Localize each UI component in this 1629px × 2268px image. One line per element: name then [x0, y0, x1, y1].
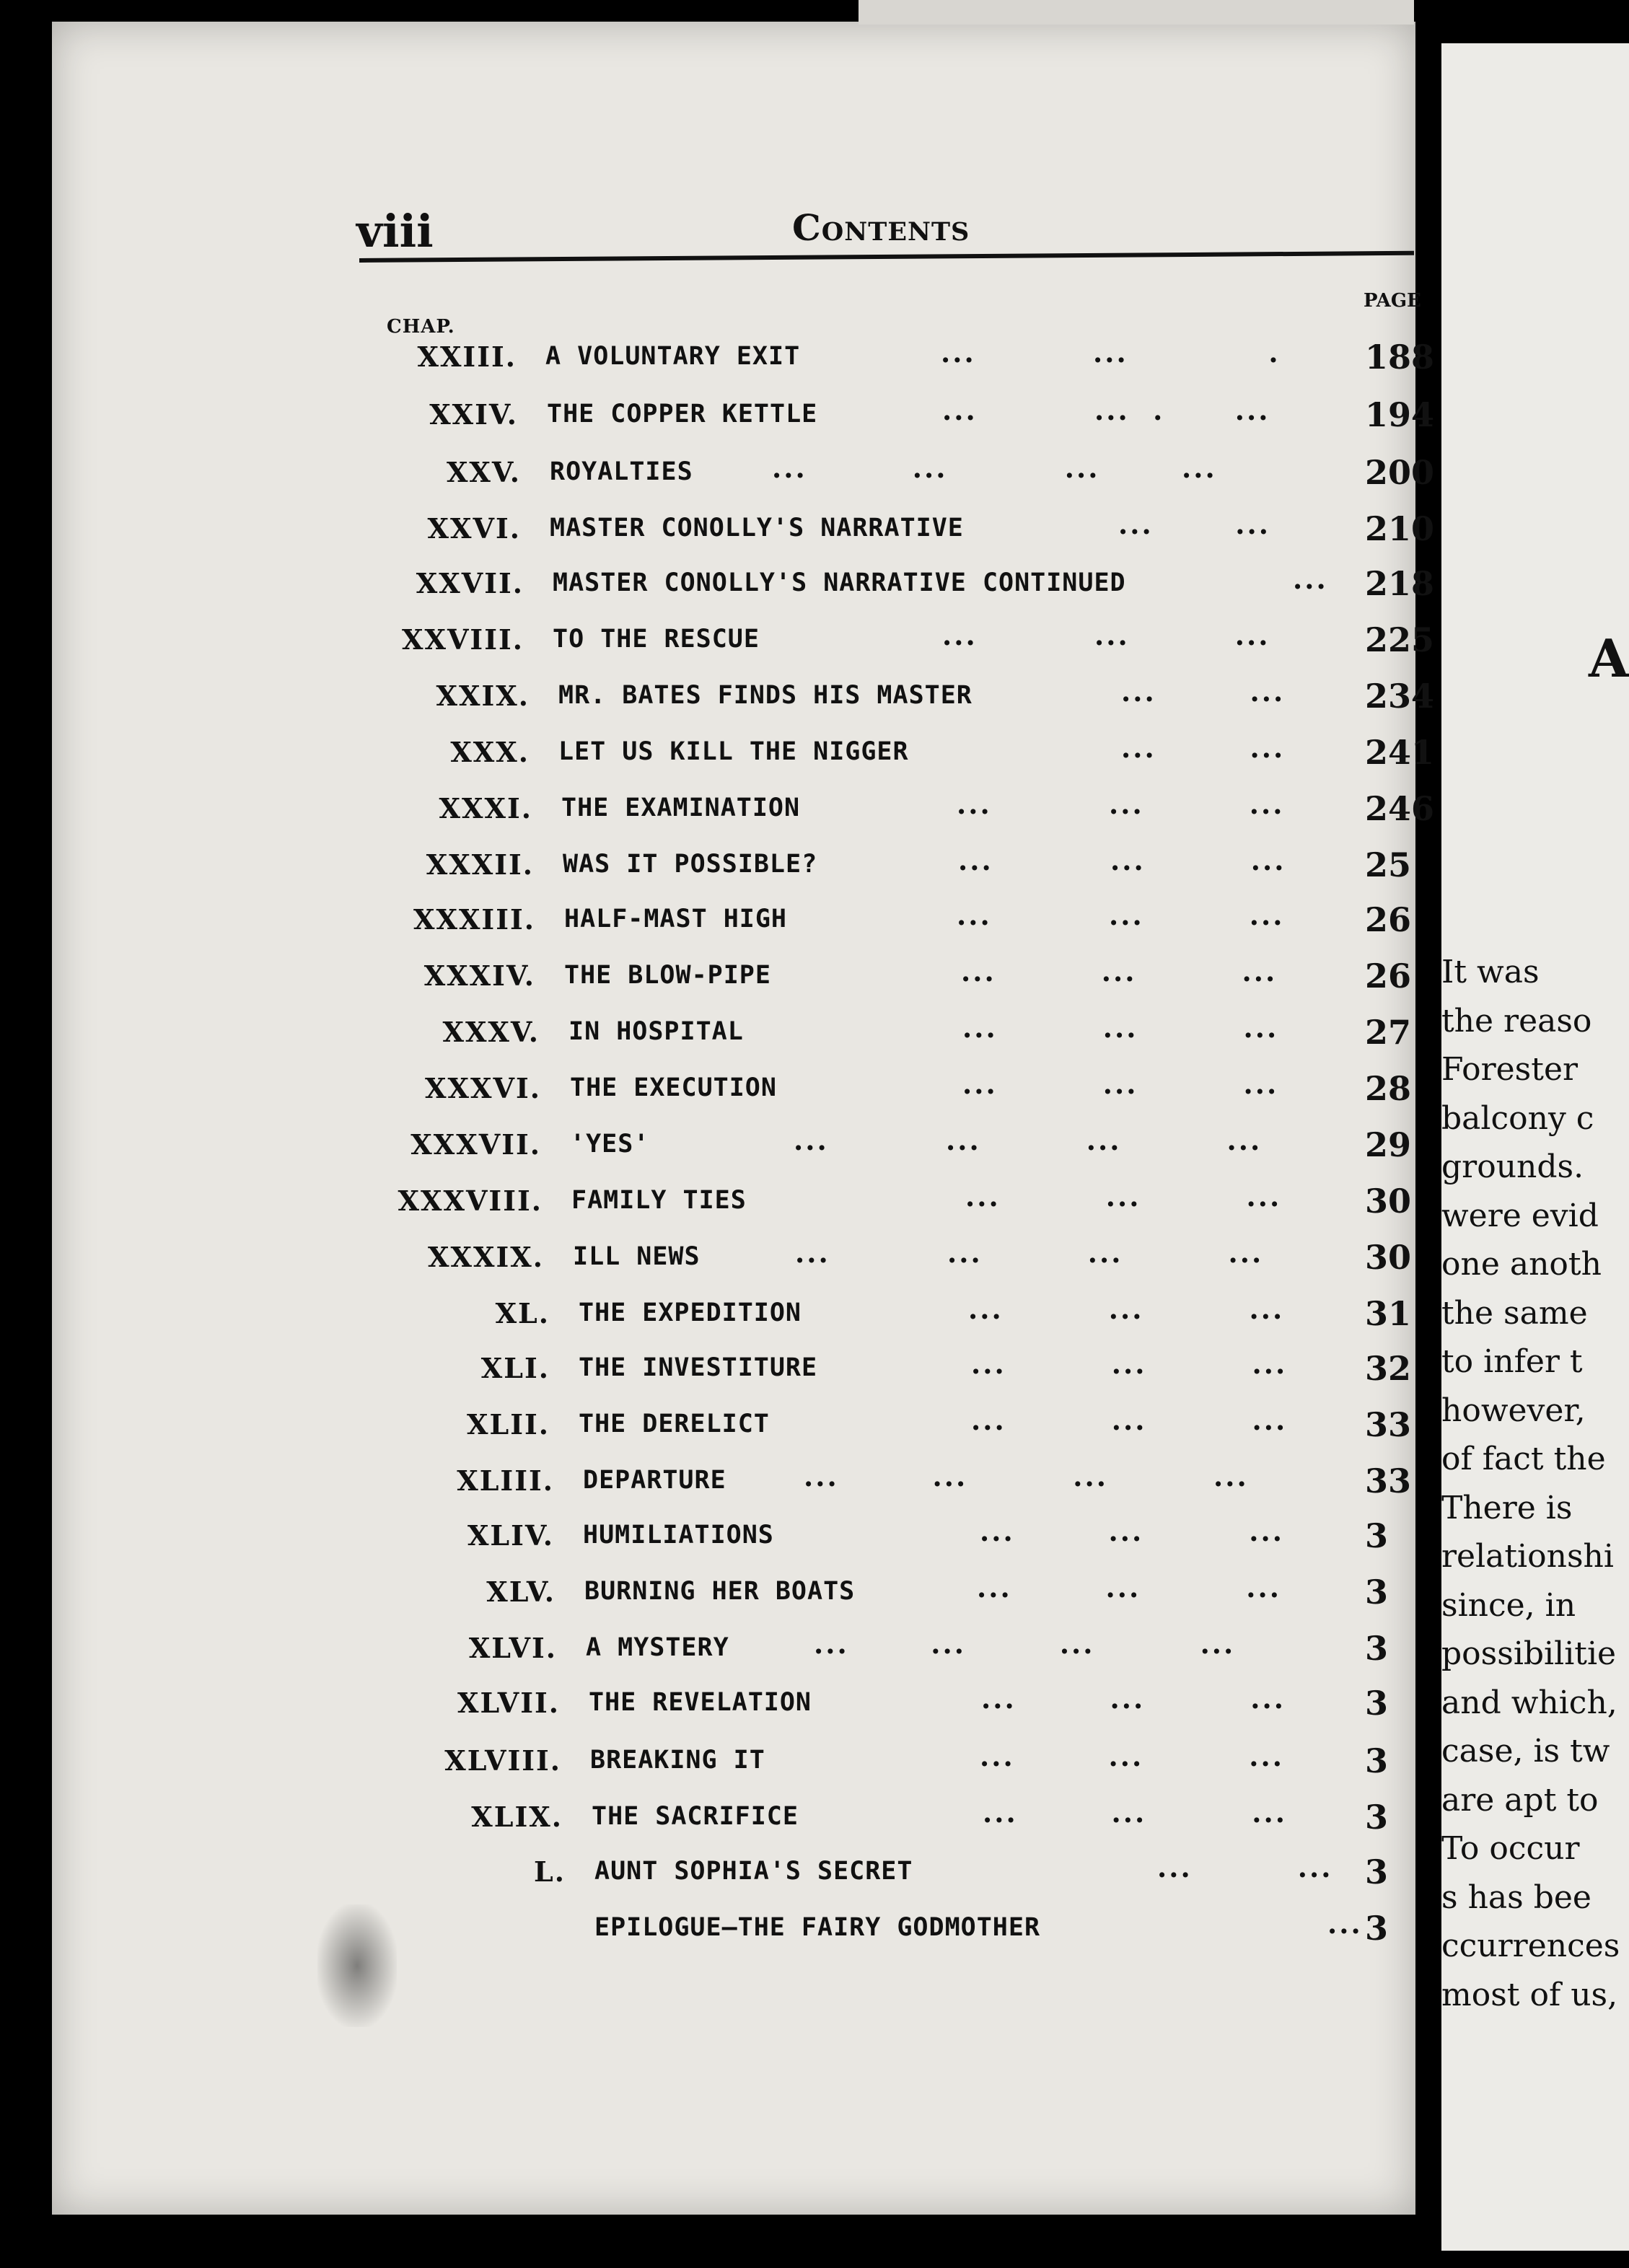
chapter-title: THE COPPER KETTLE [547, 400, 818, 428]
page-ref: 200 [1365, 453, 1435, 492]
ink-smudge [317, 1904, 397, 2027]
text-line: the same [1441, 1294, 1588, 1332]
chapter-title: ILL NEWS [573, 1242, 701, 1271]
chapter-title: LET US KILL THE NIGGER [558, 737, 909, 766]
page-ref: 27 [1365, 1013, 1412, 1052]
chapter-number: XXX. [450, 736, 530, 768]
leader-dots: ... ... ... [983, 1796, 1287, 1829]
leader-dots: ... ... ... [957, 788, 1285, 820]
chapter-number: XXXV. [442, 1016, 540, 1048]
chapter-number: XXIV. [429, 398, 518, 431]
page-title: Contents [792, 206, 970, 249]
chapter-title: BREAKING IT [590, 1746, 765, 1775]
page-ref: 3 [1365, 1852, 1389, 1891]
chapter-title: AUNT SOPHIA'S SECRET [594, 1857, 913, 1886]
leader-dots: ... ... . [941, 336, 1281, 369]
page-ref: 3 [1365, 1629, 1389, 1668]
chapter-number: XLI. [480, 1352, 550, 1384]
leader-dots: ... ... ... [942, 619, 1270, 651]
page-ref: 3 [1365, 1741, 1389, 1780]
chapter-column-header: CHAP. [387, 316, 455, 338]
leader-dots: ... ... . ... [942, 394, 1270, 426]
chapter-title: THE REVELATION [589, 1688, 812, 1717]
page-ref: 3 [1365, 1684, 1389, 1723]
chapter-number: XXXIV. [423, 959, 535, 992]
chapter-title: WAS IT POSSIBLE? [563, 850, 818, 879]
page-ref: 188 [1365, 338, 1435, 377]
chapter-title: MASTER CONOLLY'S NARRATIVE [550, 514, 964, 542]
chapter-number: XLV. [486, 1575, 556, 1608]
text-line: There is [1441, 1489, 1573, 1526]
text-line: most of us, [1441, 1976, 1618, 2013]
leader-dots: ... ... [1157, 1851, 1333, 1884]
chapter-number: XLII. [467, 1408, 550, 1441]
text-line: s has bee [1441, 1878, 1591, 1916]
leader-dots: ... ... [1121, 731, 1286, 764]
chapter-number: XLVII. [457, 1687, 560, 1719]
chapter-title: HUMILIATIONS [583, 1521, 774, 1550]
chapter-number: XXXVI. [425, 1072, 541, 1104]
leader-dots: ... ... ... [968, 1293, 1285, 1325]
chapter-title: FAMILY TIES [571, 1186, 747, 1215]
text-line: possibilitie [1441, 1635, 1617, 1672]
chapter-number: XLIX. [471, 1801, 563, 1833]
page-ref: 30 [1365, 1182, 1412, 1221]
chapter-title: A MYSTERY [586, 1633, 729, 1662]
text-line: the reaso [1441, 1002, 1592, 1040]
page-ref: 28 [1365, 1069, 1412, 1108]
page-ref: 241 [1365, 733, 1435, 772]
leader-dots: ... [1327, 1907, 1363, 1940]
page-edge-strip [859, 0, 1414, 25]
text-line: are apt to [1441, 1781, 1599, 1819]
chapter-title: MASTER CONOLLY'S NARRATIVE CONTINUED [553, 568, 1126, 597]
right-page-text [1441, 954, 1629, 2025]
leader-dots: ... ... ... ... [795, 1236, 1264, 1269]
chapter-number: XXV. [446, 456, 521, 488]
chapter-number: XXXVII. [410, 1128, 541, 1161]
text-line: To occur [1441, 1830, 1580, 1867]
leader-dots: ... ... ... [958, 844, 1286, 876]
chapter-title: THE DERELICT [579, 1410, 770, 1438]
text-line: to infer t [1441, 1343, 1583, 1380]
leader-dots: ... ... ... [977, 1571, 1281, 1604]
text-line: and which, [1441, 1684, 1617, 1721]
chapter-title: BURNING HER BOATS [584, 1577, 856, 1606]
chapter-number: XXVII. [416, 567, 524, 599]
text-line: since, in [1441, 1586, 1576, 1624]
chapter-title: THE BLOW-PIPE [564, 961, 771, 990]
leader-dots: ... ... ... [962, 1011, 1279, 1044]
page-ref: 3 [1365, 1909, 1389, 1948]
chapter-title: ROYALTIES [550, 457, 693, 486]
chapter-title: HALF-MAST HIGH [564, 905, 788, 933]
chapter-title: 'YES' [570, 1130, 650, 1159]
chapter-title: THE EXAMINATION [561, 794, 801, 822]
chapter-number: XLIV. [467, 1519, 554, 1552]
text-line: relationshi [1441, 1538, 1614, 1575]
chapter-number: XXIX. [436, 680, 530, 712]
chapter-number: XXXII. [426, 848, 534, 881]
text-line: were evid [1441, 1197, 1599, 1234]
chapter-title: DEPARTURE [583, 1466, 726, 1495]
chapter-title: A VOLUNTARY EXIT [545, 342, 801, 371]
page-ref: 29 [1365, 1125, 1412, 1164]
chapter-title: EPILOGUE—THE FAIRY GODMOTHER [594, 1913, 1041, 1942]
text-line: case, is tw [1441, 1733, 1610, 1770]
text-line: however, [1441, 1392, 1586, 1429]
chapter-number: XLVIII. [444, 1744, 561, 1777]
chapter-number: XXVIII. [401, 623, 524, 656]
chapter-number: XXXVIII. [398, 1184, 543, 1217]
text-line: Forester [1441, 1051, 1578, 1088]
page-ref: 3 [1365, 1516, 1389, 1555]
page-ref: 30 [1365, 1238, 1412, 1277]
text-line: ccurrences [1441, 1928, 1620, 1964]
text-line: It was [1441, 954, 1540, 990]
page-ref: 26 [1365, 900, 1412, 939]
text-line: one anoth [1441, 1246, 1602, 1283]
chapter-number: XXXIII. [413, 903, 535, 936]
chapter-number: XXIII. [417, 340, 517, 373]
chapter-title: THE EXECUTION [570, 1073, 777, 1102]
leader-dots: ... ... ... [957, 899, 1285, 931]
leader-dots: ... ... ... ... [814, 1627, 1236, 1660]
leader-dots: ... ... ... [962, 1068, 1279, 1100]
chapter-title: THE INVESTITURE [579, 1353, 818, 1382]
page-ref: 33 [1365, 1462, 1412, 1500]
chapter-heading-fragment: A [1589, 628, 1629, 689]
page-ref: 3 [1365, 1798, 1389, 1837]
leader-dots: ... ... ... ... [804, 1460, 1249, 1493]
chapter-number: XXVI. [427, 512, 521, 545]
chapter-title: TO THE RESCUE [553, 625, 760, 654]
leader-dots: ... ... ... [980, 1515, 1284, 1547]
text-line: of fact the [1441, 1441, 1606, 1477]
page-ref: 33 [1365, 1405, 1412, 1444]
page-ref: 3 [1365, 1573, 1389, 1612]
chapter-title: MR. BATES FINDS HIS MASTER [558, 681, 972, 710]
page-ref: 225 [1365, 620, 1435, 659]
chapter-number: XLVI. [468, 1632, 557, 1664]
text-line: balcony c [1441, 1099, 1594, 1137]
chapter-title: IN HOSPITAL [568, 1017, 744, 1046]
leader-dots: ... ... ... ... [772, 452, 1217, 484]
text-line: grounds. [1441, 1148, 1584, 1185]
page-number-folio: viii [356, 205, 434, 258]
chapter-number: XL. [495, 1297, 550, 1329]
chapter-number: XXXI. [439, 792, 532, 825]
leader-dots: ... ... ... [965, 1180, 1282, 1213]
page-ref: 210 [1365, 509, 1435, 548]
page-column-header: PAGE [1364, 290, 1421, 312]
leader-dots: ... [1293, 563, 1328, 595]
leader-dots: ... ... ... [971, 1404, 1288, 1436]
page-ref: 25 [1365, 845, 1412, 884]
leader-dots: ... ... [1118, 508, 1270, 540]
leader-dots: ... ... ... [980, 1740, 1284, 1772]
chapter-number: XXXIX. [428, 1241, 544, 1273]
page-ref: 218 [1365, 564, 1435, 603]
chapter-title: THE EXPEDITION [579, 1298, 802, 1327]
leader-dots: ... ... ... ... [794, 1124, 1263, 1156]
leader-dots: ... ... ... [961, 955, 1278, 988]
page-ref: 246 [1365, 789, 1435, 828]
page-ref: 234 [1365, 677, 1435, 716]
chapter-title: THE SACRIFICE [592, 1802, 799, 1831]
leader-dots: ... ... [1121, 675, 1286, 708]
page-ref: 194 [1365, 395, 1435, 434]
chapter-number: L. [534, 1855, 566, 1888]
page-ref: 31 [1365, 1294, 1412, 1333]
page-ref: 32 [1365, 1349, 1412, 1388]
page-ref: 26 [1365, 957, 1412, 995]
leader-dots: ... ... ... [981, 1682, 1286, 1715]
chapter-number: XLIII. [457, 1464, 554, 1497]
leader-dots: ... ... ... [971, 1348, 1288, 1380]
